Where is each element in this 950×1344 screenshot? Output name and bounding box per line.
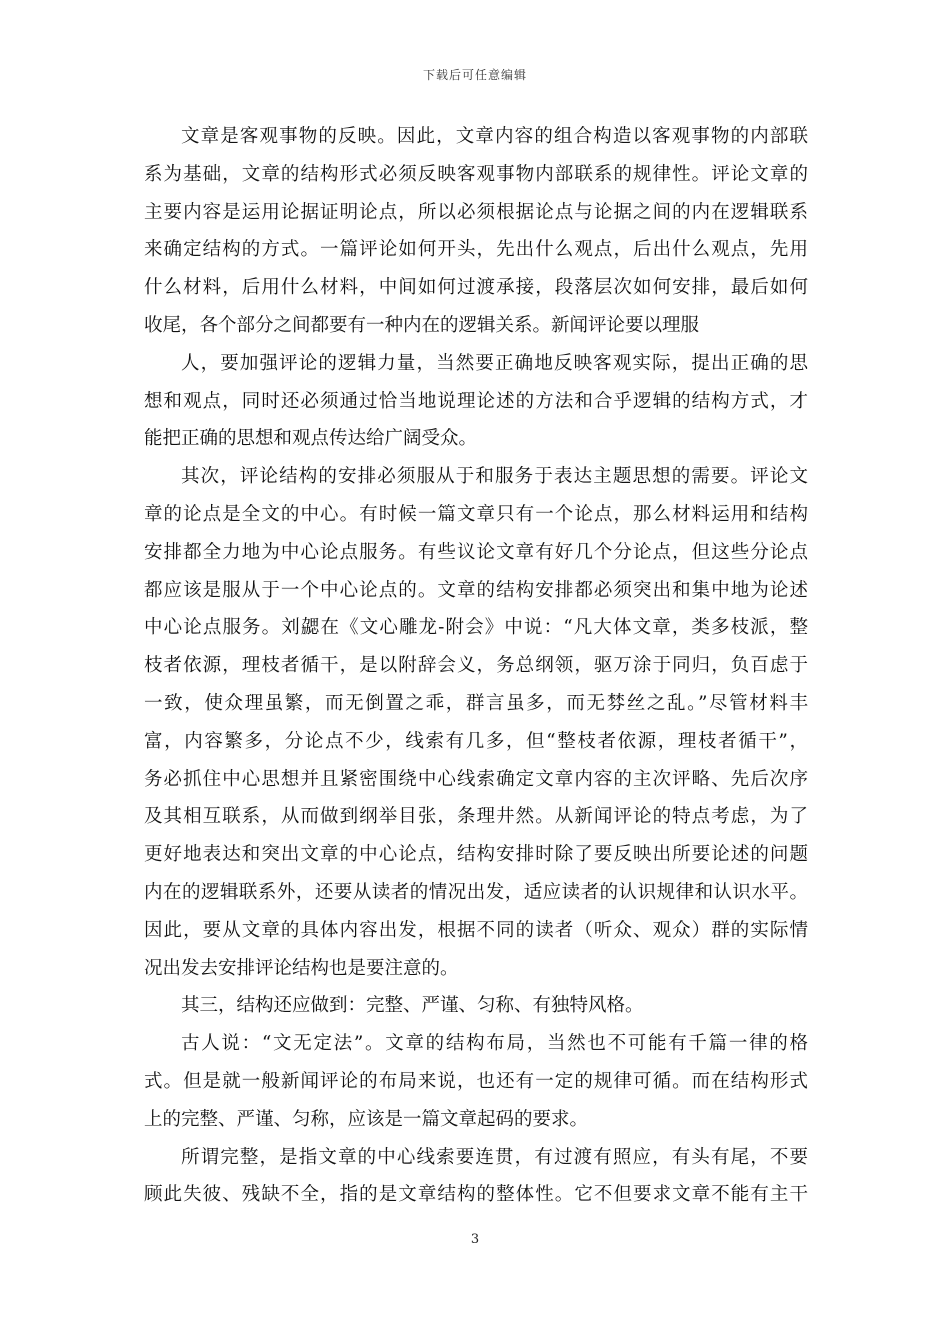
text-line: 内在的逻辑联系外，还要从读者的情况出发，适应读者的认识规律和认识水平。 <box>144 881 808 903</box>
text-line: 因此，要从文章的具体内容出发，根据不同的读者（听众、观众）群的实际情 <box>144 919 808 941</box>
text-line: 枝者依源，理枝者循干，是以附辞会义，务总纲领，驱万涂于同归，负百虑于 <box>144 655 808 677</box>
text-line: 章的论点是全文的中心。有时候一篇文章只有一个论点，那么材料运用和结构 <box>144 503 808 525</box>
text-line: 一致，使众理虽繁，而无倒置之乖，群言虽多，而无棼丝之乱。”尽管材料丰 <box>144 692 808 714</box>
page-number: 3 <box>470 1232 480 1247</box>
text-line: 况出发去安排评论结构也是要注意的。 <box>144 957 459 979</box>
text-line: 都应该是服从于一个中心论点的。文章的结构安排都必须突出和集中地为论述 <box>144 579 808 601</box>
text-line: 式。但是就一般新闻评论的布局来说，也还有一定的规律可循。而在结构形式 <box>144 1070 808 1092</box>
text-line: 上的完整、严谨、匀称，应该是一篇文章起码的要求。 <box>144 1108 589 1130</box>
text-line: 及其相互联系，从而做到纲举目张，条理井然。从新闻评论的特点考虑，为了 <box>144 806 808 828</box>
text-line: 文章是客观事物的反映。因此，文章内容的组合构造以客观事物的内部联 <box>181 126 808 147</box>
text-line: 安排都全力地为中心论点服务。有些议论文章有好几个分论点，但这些分论点 <box>144 541 808 563</box>
text-line: 主要内容是运用论据证明论点，所以必须根据论点与论据之间的内在逻辑联系 <box>144 201 808 223</box>
text-line: 其次，评论结构的安排必须服从于和服务于表达主题思想的需要。评论文 <box>181 466 808 488</box>
text-line: 富，内容繁多，分论点不少，线索有几多，但“整枝者依源，理枝者循干”， <box>144 730 808 752</box>
text-line: 想和观点，同时还必须通过恰当地说理论述的方法和合乎逻辑的结构方式，才 <box>144 390 808 412</box>
text-line: 所谓完整，是指文章的中心线索要连贯，有过渡有照应，有头有尾，不要 <box>181 1146 808 1168</box>
text-line: 收尾，各个部分之间都要有一种内在的逻辑关系。新闻评论要以理服 <box>144 314 700 336</box>
text-line: 什么材料，后用什么材料，中间如何过渡承接，段落层次如何安排，最后如何 <box>144 277 808 299</box>
text-line: 能把正确的思想和观点传达给广阔受众。 <box>144 428 478 450</box>
text-line: 系为基础，文章的结构形式必须反映客观事物内部联系的规律性。评论文章的 <box>144 163 808 185</box>
text-line: 务必抓住中心思想并且紧密围绕中心线索确定文章内容的主次评略、先后次序 <box>144 768 808 790</box>
text-line: 顾此失彼、残缺不全，指的是文章结构的整体性。它不但要求文章不能有主干 <box>144 1184 808 1206</box>
page-header: 下载后可任意编辑 <box>422 68 527 82</box>
text-line: 古人说：“文无定法”。文章的结构布局，当然也不可能有千篇一律的格 <box>181 1033 808 1055</box>
text-line: 来确定结构的方式。一篇评论如何开头，先出什么观点，后出什么观点，先用 <box>144 239 808 261</box>
text-line: 人，要加强评论的逻辑力量，当然要正确地反映客观实际，提出正确的思 <box>181 352 808 374</box>
text-line: 更好地表达和突出文章的中心论点，结构安排时除了要反映出所要论述的问题 <box>144 844 808 866</box>
text-line: 中心论点服务。刘勰在《文心雕龙-附会》中说：“凡大体文章，类多枝派，整 <box>144 617 808 639</box>
text-line: 其三，结构还应做到：完整、严谨、匀称、有独特风格。 <box>181 995 644 1017</box>
document-body <box>144 118 808 1214</box>
